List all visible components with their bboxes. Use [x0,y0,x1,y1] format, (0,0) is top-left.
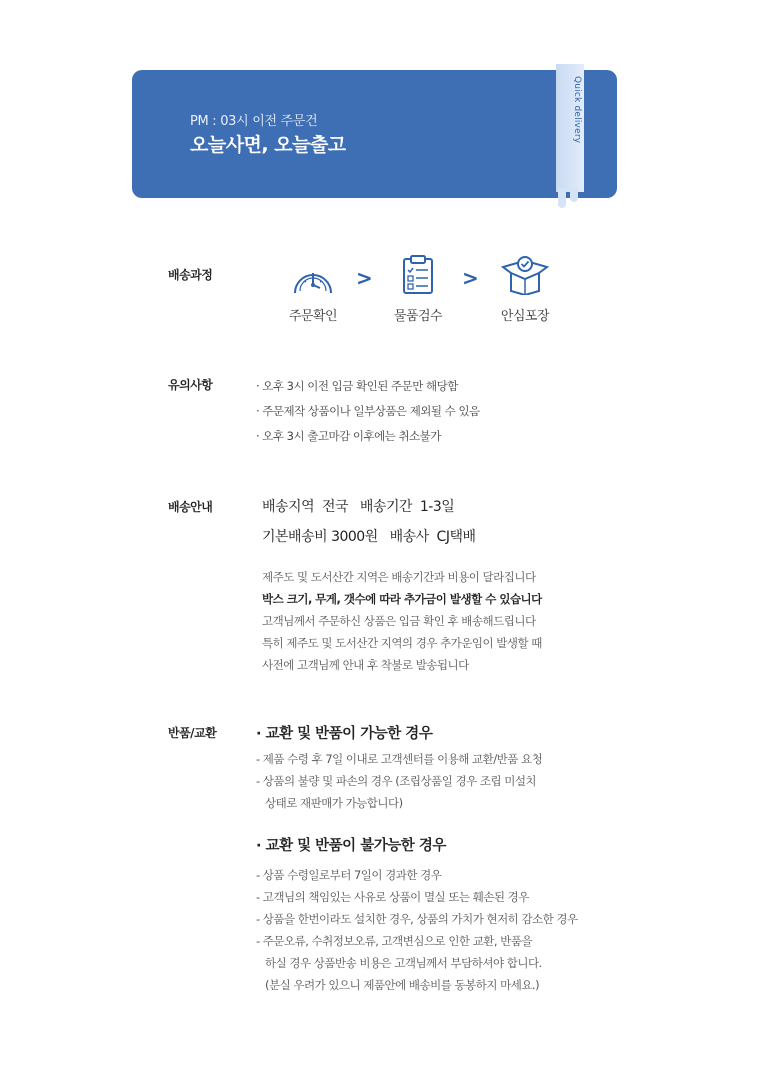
ribbon-tail [570,188,578,202]
ribbon-label: Quick delivery [572,76,582,144]
list-item: · 오후 3시 출고마감 이후에는 취소불가 [256,429,441,443]
list-item: 특히 제주도 및 도서산간 지역의 경우 추가운임이 발생할 때 [262,636,542,650]
list-item: - 상품을 한번이라도 설치한 경우, 상품의 가치가 현저히 감소한 경우 [256,912,578,926]
caution-label: 유의사항 [168,378,213,392]
banner-title: 오늘사면, 오늘출고 [190,134,346,156]
returns-label: 반품/교환 [168,726,217,740]
list-item: - 상품 수령일로부터 7일이 경과한 경우 [256,868,442,882]
list-item: 상태로 재판매가 가능합니다) [265,796,403,810]
list-item: 하실 경우 상품반송 비용은 고객님께서 부담하셔야 합니다. [265,956,542,970]
list-item: 사전에 고객님께 안내 후 착불로 발송됩니다 [262,658,469,672]
quick-delivery-banner [132,70,617,198]
returns-possible-title: · 교환 및 반품이 가능한 경우 [256,726,433,742]
list-item: 박스 크기, 무게, 갯수에 따라 추가금이 발생할 수 있습니다 [262,592,542,606]
step-order-confirm [268,255,358,324]
clipboard-icon [396,255,440,295]
step-inspection [373,255,463,324]
returns-impossible-title: · 교환 및 반품이 불가능한 경우 [256,838,446,854]
step-label: 주문확인 [288,309,338,324]
list-item: · 오후 3시 이전 입금 확인된 주문만 해당함 [256,379,458,393]
shipping-fee-carrier: 기본배송비 3000원 배송사 CJ택배 [262,529,476,545]
list-item: - 주문오류, 수취정보오류, 고객변심으로 인한 교환, 반품을 [256,934,533,948]
shipping-region-period: 배송지역 전국 배송기간 1-3일 [262,499,455,515]
shipping-notes [262,566,542,676]
ribbon-tail [558,188,566,208]
shipping-label: 배송안내 [168,500,213,514]
list-item: - 고객님의 책임있는 사유로 상품이 멸실 또는 훼손된 경우 [256,890,529,904]
step-safe-packing [480,255,570,324]
list-item: - 상품의 불량 및 파손의 경우 (조립상품일 경우 조립 미설치 [256,774,537,788]
caution-list [256,374,480,449]
list-item: 제주도 및 도서산간 지역은 배송기간과 비용이 달라집니다 [262,570,536,584]
clock-icon [291,255,335,295]
step-label: 물품검수 [393,309,443,324]
process-arrow: > [356,266,373,290]
step-label: 안심포장 [500,309,550,324]
list-item: - 제품 수령 후 7일 이내로 고객센터를 이용해 교환/반품 요청 [256,752,543,766]
returns-possible-list [256,748,542,814]
quick-delivery-ribbon [556,64,584,192]
returns-impossible-list [256,864,578,996]
box-check-icon [499,255,551,295]
process-arrow: > [462,266,479,290]
list-item: 고객님께서 주문하신 상품은 입금 확인 후 배송해드립니다 [262,614,536,628]
list-item: · 주문제작 상품이나 일부상품은 제외될 수 있음 [256,404,480,418]
list-item: (분실 우려가 있으니 제품안에 배송비를 동봉하지 마세요.) [265,978,540,992]
process-label: 배송과정 [168,268,213,282]
banner-subtitle: PM : 03시 이전 주문건 [190,114,318,129]
